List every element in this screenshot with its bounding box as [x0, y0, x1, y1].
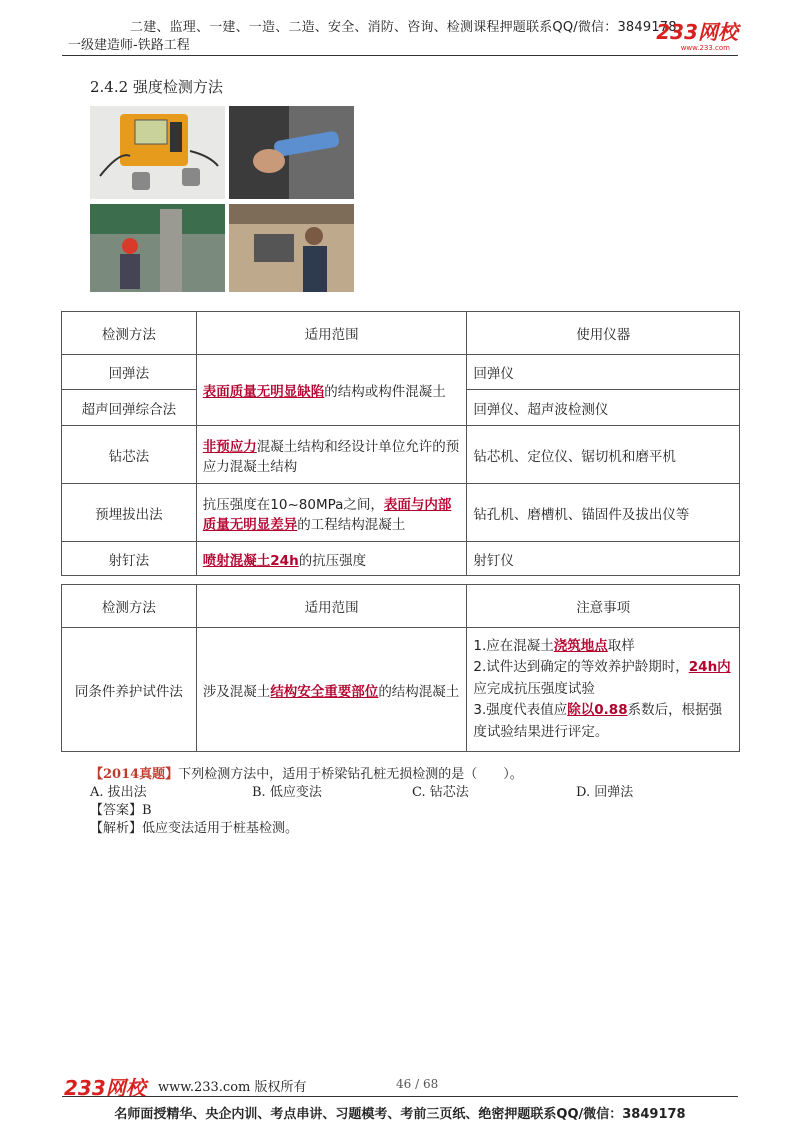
header-divider — [62, 55, 738, 56]
section-title: 2.4.2 强度检测方法 — [90, 78, 223, 96]
col-header-scope: 适用范围 — [196, 585, 467, 628]
method-cell: 同条件养护试件法 — [62, 628, 197, 752]
note-text: 2.试件达到确定的等效养护龄期时， — [473, 659, 689, 676]
method-cell: 射钉法 — [62, 542, 197, 576]
footer-promo-line: 名师面授精华、央企内训、考点串讲、习题模考、考前三页纸、绝密押题联系QQ/微信：3849178 — [114, 1107, 686, 1122]
table-row — [62, 426, 740, 484]
scope-cell — [196, 628, 467, 752]
photo-site-testing — [90, 204, 225, 292]
table-row — [62, 628, 740, 752]
scope-cell — [196, 542, 467, 576]
footer-logo: 233网校 — [64, 1076, 146, 1100]
photo-rebound-tester-device — [90, 106, 225, 199]
brand-logo: 233网校 — [656, 20, 738, 44]
instrument-cell: 钻芯机、定位仪、锯切机和磨平机 — [467, 426, 740, 484]
scope-text-pre: 抗压强度在10~80MPa之间， — [202, 496, 384, 513]
col-header-scope: 适用范围 — [196, 312, 467, 355]
header-subtitle: 一级建造师-铁路工程 — [68, 38, 190, 53]
same-condition-specimen-table — [61, 584, 740, 752]
table-row — [62, 355, 740, 390]
scope-text: 混凝土结构和经设计单位允许的预应力混凝土结构 — [202, 438, 460, 475]
photo-rebound-hammer-test — [229, 106, 354, 199]
note-text: 3.强度代表值应 — [473, 702, 568, 719]
photo-core-drilling — [229, 204, 354, 292]
instrument-cell: 回弹仪 — [467, 355, 740, 390]
notes-cell — [467, 628, 740, 752]
scope-text: 的抗压强度 — [298, 552, 367, 569]
instrument-cell: 钻孔机、磨槽机、锚固件及拔出仪等 — [467, 484, 740, 542]
question-option: B. 低应变法 — [252, 785, 322, 800]
scope-highlight: 表面与内部质量无明显差异 — [202, 496, 452, 533]
note-highlight: 除以0.88 — [567, 702, 628, 719]
note-item — [473, 636, 733, 658]
scope-cell — [196, 426, 467, 484]
col-header-method: 检测方法 — [62, 312, 197, 355]
note-text: 取样 — [607, 637, 635, 654]
method-cell: 回弹法 — [62, 355, 197, 390]
question-option: A. 拔出法 — [90, 785, 147, 800]
question-stem — [90, 763, 523, 782]
note-text: 应完成抗压强度试验 — [473, 680, 595, 697]
scope-text: 的结构或构件混凝土 — [324, 384, 446, 400]
brand-logo-url: www.233.com — [680, 44, 730, 52]
method-cell: 预埋拔出法 — [62, 484, 197, 542]
scope-highlight: 喷射混凝土24h — [202, 552, 299, 569]
answer-line: 【答案】B — [90, 803, 152, 818]
instrument-cell: 回弹仪、超声波检测仪 — [467, 390, 740, 426]
col-header-method: 检测方法 — [62, 585, 197, 628]
method-cell: 钻芯法 — [62, 426, 197, 484]
question-option: D. 回弹法 — [576, 785, 634, 800]
note-item — [473, 700, 733, 743]
note-highlight: 24h内 — [688, 659, 731, 676]
col-header-instrument: 使用仪器 — [467, 312, 740, 355]
note-text: 1.应在混凝土 — [473, 637, 554, 654]
note-text: 系数后，根据强度试验结果进行评定。 — [473, 702, 723, 740]
question-tag: 【2014真题】 — [90, 767, 179, 782]
header-contact-line: 二建、监理、一建、一造、二造、安全、消防、咨询、检测课程押题联系QQ/微信：3849178 — [130, 20, 677, 35]
table-row — [62, 484, 740, 542]
analysis-line: 【解析】低应变法适用于桩基检测。 — [90, 821, 299, 836]
footer-copyright: www.233.com 版权所有 — [158, 1080, 307, 1095]
table-header-row — [62, 585, 740, 628]
note-item — [473, 657, 733, 700]
scope-text: 的工程结构混凝土 — [297, 516, 406, 533]
scope-highlight: 结构安全重要部位 — [270, 683, 379, 700]
page-number: 46 / 68 — [396, 1077, 439, 1091]
question-text: 下列检测方法中，适用于桥梁钻孔桩无损检测的是（ ）。 — [178, 767, 523, 782]
scope-cell — [196, 355, 467, 426]
instrument-cell: 射钉仪 — [467, 542, 740, 576]
table-row — [62, 542, 740, 576]
note-highlight: 浇筑地点 — [553, 637, 608, 654]
strength-method-table — [61, 311, 740, 576]
method-cell: 超声回弹综合法 — [62, 390, 197, 426]
col-header-notes: 注意事项 — [467, 585, 740, 628]
scope-cell — [196, 484, 467, 542]
footer-divider — [62, 1096, 738, 1097]
scope-highlight: 表面质量无明显缺陷 — [202, 384, 325, 400]
scope-text: 的结构混凝土 — [378, 683, 460, 700]
scope-highlight: 非预应力 — [202, 438, 257, 455]
table-header-row — [62, 312, 740, 355]
scope-text-pre: 涉及混凝土 — [202, 683, 271, 700]
question-option: C. 钻芯法 — [412, 785, 469, 800]
